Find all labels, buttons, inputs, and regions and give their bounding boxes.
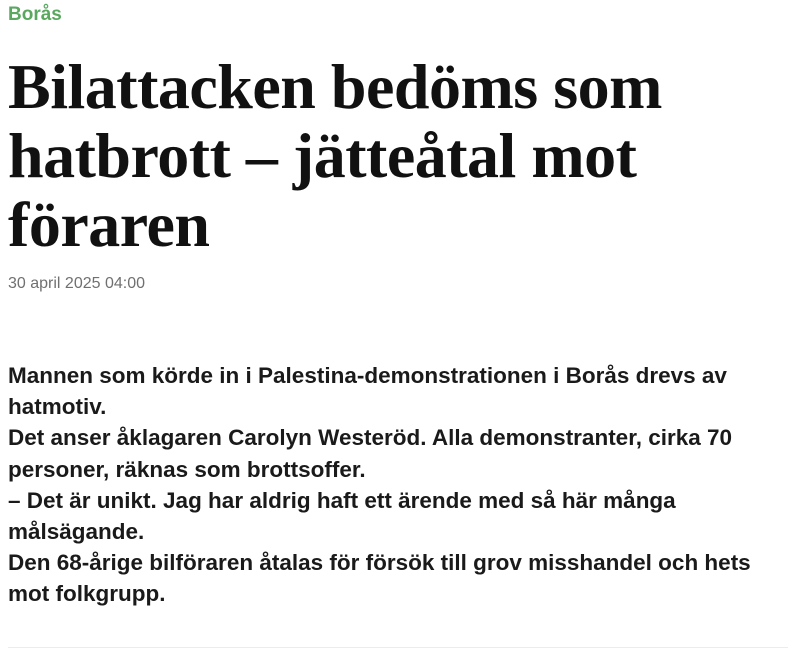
lead-paragraph: – Det är unikt. Jag har aldrig haft ett ärende med så här många målsägande. <box>8 487 676 545</box>
category-link[interactable]: Borås <box>8 4 62 25</box>
article-lead <box>8 360 778 610</box>
headline: Bilattacken bedöms som hatbrott – jätteåtal mot föraren <box>8 51 662 260</box>
lead-paragraph: Det anser åklagaren Carolyn Westeröd. Alla demonstranter, cirka 70 personer, räknas som brottsoffer. <box>8 425 733 482</box>
lead-paragraph: Mannen som körde in i Palestina-demonstrationen i Borås drevs av hatmotiv. <box>8 363 727 420</box>
lead-paragraph: Den 68-årige bilföraren åtalas för försök till grov misshandel och hets mot folkgrupp. <box>8 550 751 607</box>
divider <box>8 647 788 648</box>
publish-date: 30 april 2025 04:00 <box>8 275 145 292</box>
